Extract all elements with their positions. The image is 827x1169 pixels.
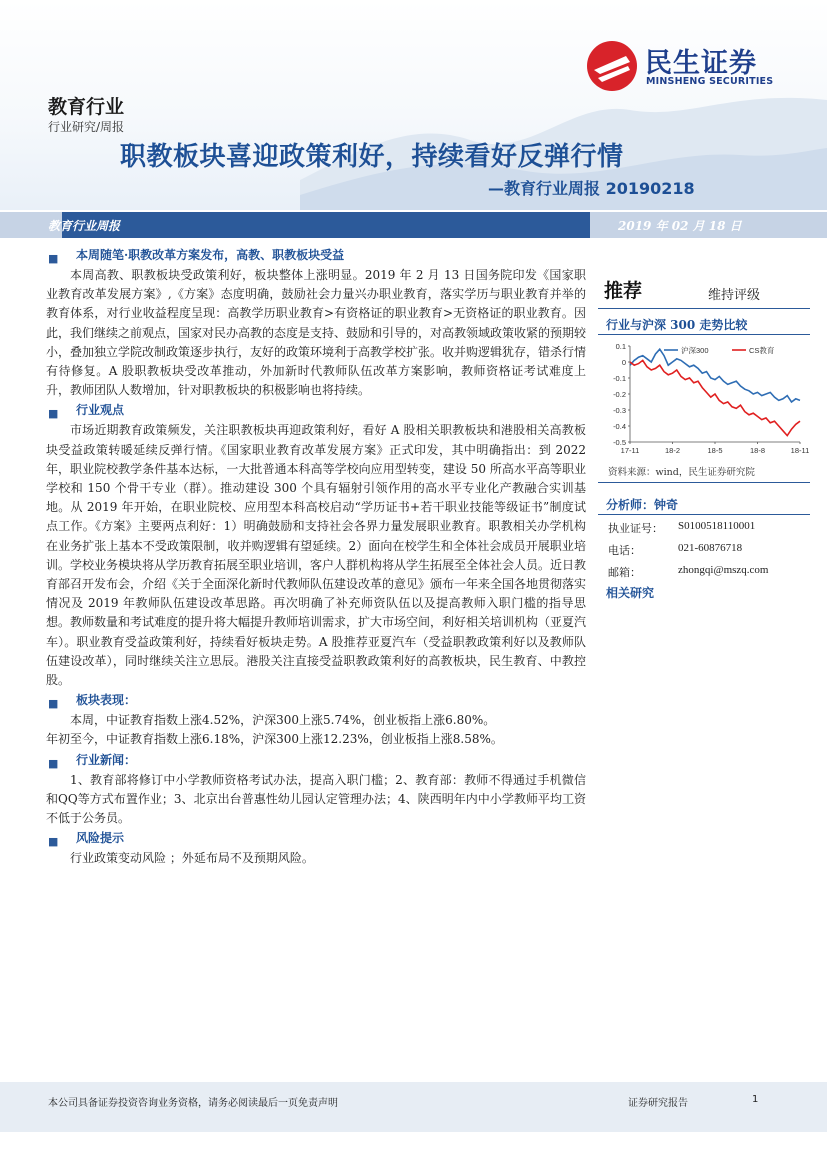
y-tick-label: 0.1 (615, 342, 626, 351)
y-tick-label: -0.5 (613, 438, 626, 447)
y-tick-label: 0 (621, 358, 626, 367)
page-number: 1 (752, 1094, 759, 1105)
chart-source: 资料来源：wind，民生证券研究院 (608, 467, 755, 478)
divider (598, 514, 810, 515)
section-heading: 行业新闻： (76, 752, 137, 767)
main-content (46, 246, 586, 868)
phone-value: 021-60876718 (678, 542, 743, 554)
section-sector-performance (46, 691, 586, 749)
section-heading: 风险提示 (76, 831, 125, 846)
bullet-icon: ■ (48, 756, 59, 770)
divider (598, 308, 810, 309)
legend-label: CS教育 (749, 346, 775, 355)
bullet-icon: ■ (48, 407, 59, 421)
section-industry-view (46, 401, 586, 690)
section-paragraph: 本周高教、职教板块受政策利好，板块整体上涨明显。2019 年 2 月 13 日国务院印发《国家职业教育改革发展方案》,《方案》态度明确，鼓励社会力量兴办职业教育，落实学历与职业教育并举的教育体系，对行业收益程度呈现：高教学历职业教育>有资格证的职业教育>无资格证的职业教育。因此，我们继续之前观点，国家对民办高教的态度是支持、鼓励和引导的，对高教领域政策收紧的预期较小，叠加独立学院改制政策逐步执行，友好的政策环境利于高教学校扩张。收并购逻辑犹存，错杀行情有待修复。A 股职教板块受改革推动，外加新时代教师队伍改革方案影响，教师资格证考试难度上升，教师团队人数增加，针对职教板块的积极影响也将持续。 (46, 268, 587, 398)
industry-name: 教育行业 (48, 96, 125, 118)
chart-heading: 行业与沪深 300 走势比较 (606, 318, 748, 332)
divider (598, 334, 810, 335)
analyst-heading: 分析师：钟奇 (606, 498, 679, 512)
y-tick-label: -0.1 (613, 374, 626, 383)
footer-disclaimer: 本公司具备证券投资咨询业务资格，请务必阅读最后一页免责声明 (48, 1098, 338, 1109)
y-tick-label: -0.4 (613, 422, 626, 431)
divider (598, 482, 810, 483)
x-tick-label: 18-5 (707, 446, 723, 455)
section-industry-news (46, 751, 586, 829)
phone-label: 电话： (608, 544, 641, 557)
section-heading: 本周随笔·职教改革方案发布，高教、职教板块受益 (76, 248, 345, 262)
section-paragraph: 行业政策变动风险 ；外延布局不及预期风险。 (70, 851, 314, 866)
report-type: 行业研究/周报 (48, 120, 125, 134)
y-tick-label: -0.2 (613, 390, 626, 399)
recommendation-title: 推荐 (604, 280, 643, 302)
section-heading: 行业观点 (76, 403, 125, 418)
logo-chinese-name: 民生证券 (645, 48, 757, 79)
section-paragraph: 市场近期教育政策频发，关注职教板块再迎政策利好，看好 A 股相关职教板块和港股相关高教板块受益政策转暖延续反弹行情。《国家职业教育改革发展方案》正式印发，其中明确指出：到 2022 年，职业院校教学条件基本达标，一大批普通本科高等学校向应用型转变，建设 50 所高水平高等职业学校和 150 个骨干专业（群）。推动建设 300 个具有辐射引领作用的高水平专业化产教融合实训基地。从 2019 年开始，在职业院校、应用型本科高校启动“学历证书+若干职业技能等级证书”制度试点工作。《方案》主要两点利好：1）明确鼓励和支持社会各界力量发展职业教育。职教相关办学机构在业务扩张上基本不受政策限制，收并购逻辑有望延续。2）面向在校学生和全体社会成员开展职业培训。学校业务模块将从学历教育拓展至职业培训，客户人群机构将从学生拓展至全体社会人员。近日教育部召开发布会，介绍《关于全面深化新时代教师队伍建设改革的意见》颁布一年来全国各地贯彻落实情况及 2019 年教师队伍建设改革思路。再次明确了补充师资队伍以及提高教师入职门槛的指导思想。教师数量和考试难度的提升将大幅提升教师培训需求，扩大市场空间，利好相关培训机构（亚夏汽车）。职业教育受益政策利好，持续看好板块走势。A 股推荐亚夏汽车（受益职教政策利好以及教师队伍建设改革），同时继续关注立思辰。港股关注直接受益职教政策利好的高教板块，民生教育、中教控股。 (46, 423, 587, 688)
cert-value: S0100518110001 (678, 520, 756, 532)
bullet-icon: ■ (48, 697, 59, 711)
report-title: 职教板块喜迎政策利好，持续看好反弹行情 (120, 142, 624, 172)
x-tick-label: 18-8 (749, 446, 766, 455)
banner-date: 2019 年 02 月 18 日 (618, 219, 742, 233)
banner-report-name: 教育行业周报 (48, 219, 121, 233)
section-weekly-essay (46, 246, 586, 400)
legend-label: 沪深300 (681, 346, 709, 355)
sidebar (598, 246, 810, 606)
minsheng-logo-icon (586, 40, 638, 92)
bullet-icon: ■ (48, 252, 59, 265)
section-paragraph: 1、教育部将修订中小学教师资格考试办法，提高入职门槛；2、教育部：教师不得通过手机微信和QQ等方式布置作业；3、北京出台普惠性幼儿园认定管理办法；4、陕西明年内中小学教师平均工资不低于公务员。 (46, 772, 586, 826)
x-tick-label: 18-2 (664, 446, 681, 455)
related-research-heading: 相关研究 (606, 586, 655, 600)
section-risk (46, 829, 586, 868)
section-paragraph: 年初至今，中证教育指数上涨6.18%，沪深300上涨12.23%，创业板指上涨8.58%。 (46, 732, 503, 747)
y-tick-label: -0.3 (613, 406, 626, 415)
email-value[interactable]: zhongqi@mszq.com (678, 564, 769, 576)
x-tick-label: 17-11 (620, 446, 640, 455)
rating-text: 维持评级 (708, 288, 761, 303)
x-tick-label: 18-11 (790, 446, 810, 455)
email-label: 邮箱： (608, 566, 641, 579)
trend-chart (600, 338, 810, 460)
section-paragraph: 本周，中证教育指数上涨4.52%，沪深300上涨5.74%，创业板指上涨6.80%。 (70, 713, 496, 728)
bullet-icon: ■ (48, 835, 59, 849)
logo-english-name: MINSHENG SECURITIES (646, 76, 774, 87)
section-heading: 板块表现： (76, 693, 137, 708)
cert-label: 执业证号： (608, 522, 663, 535)
footer-label: 证券研究报告 (628, 1098, 688, 1109)
report-subtitle: —教育行业周报 20190218 (488, 179, 695, 198)
